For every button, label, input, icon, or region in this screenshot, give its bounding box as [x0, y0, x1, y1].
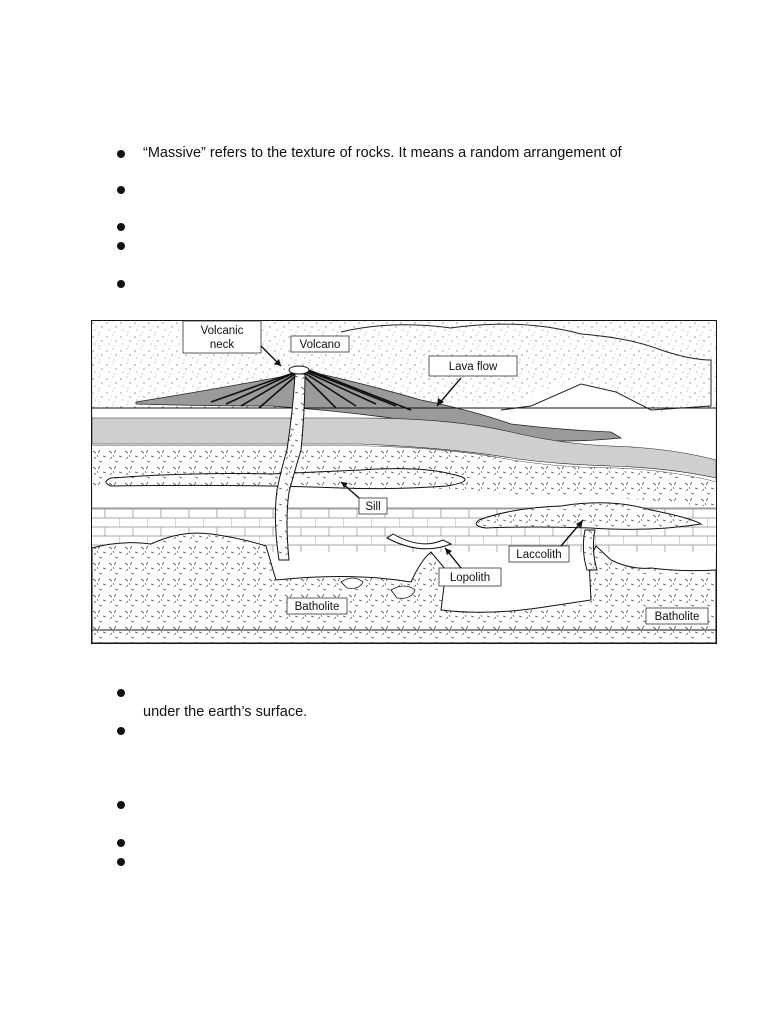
svg-text:Batholite: Batholite	[654, 611, 700, 623]
label-volcanic-neck-line1: Volcanic	[200, 325, 244, 337]
svg-text:Volcano: Volcano	[299, 339, 341, 351]
svg-text:Lopolith: Lopolith	[449, 572, 491, 584]
bullet-continuation-text: under the earth’s surface.	[143, 704, 308, 720]
bullet-dot	[117, 150, 125, 158]
label-volcano	[291, 336, 349, 352]
label-batholite-left	[287, 598, 347, 614]
label-lava-flow	[429, 356, 517, 376]
label-laccolith	[509, 546, 569, 562]
bullet-dot	[117, 186, 125, 194]
svg-text:Batholite: Batholite	[294, 601, 340, 613]
bullet-dot	[117, 223, 125, 231]
bullet-text: “Massive” refers to the texture of rocks. It means a random arrangement of	[143, 145, 622, 161]
volcano-crater	[289, 366, 309, 374]
label-volcanic-neck-line2: neck	[209, 339, 235, 351]
bullet-dot	[117, 727, 125, 735]
label-batholite-right	[646, 608, 708, 624]
bullet-dot	[117, 689, 125, 697]
label-sill	[359, 498, 387, 514]
svg-text:Lava flow: Lava flow	[448, 361, 498, 373]
svg-text:Sill: Sill	[365, 501, 381, 513]
bullet-dot	[117, 280, 125, 288]
bullet-dot	[117, 242, 125, 250]
label-lopolith	[439, 568, 501, 586]
label-volcanic-neck	[183, 321, 261, 353]
bullet-dot	[117, 858, 125, 866]
bullet-dot	[117, 801, 125, 809]
bullet-dot	[117, 839, 125, 847]
igneous-intrusions-diagram	[91, 320, 717, 644]
svg-text:Laccolith: Laccolith	[516, 549, 562, 561]
